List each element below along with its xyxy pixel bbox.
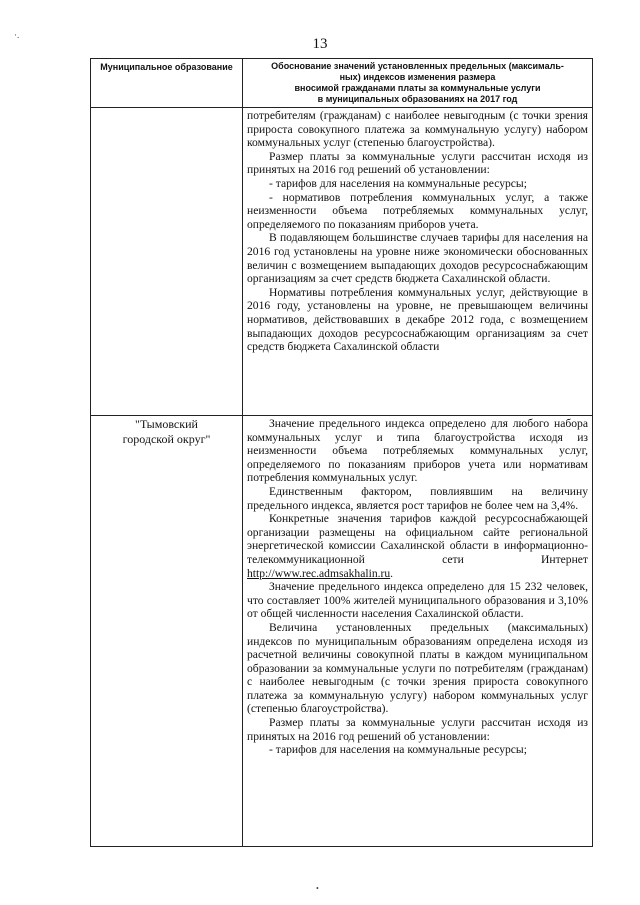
- municipality-name-line: "Тымовский: [135, 417, 198, 431]
- justification-table: [90, 58, 593, 847]
- paragraph: Размер платы за коммунальные услуги рассчитан исходя из принятых на 2016 год решений об установлении:: [247, 716, 588, 743]
- paragraph: Нормативы потребления коммунальных услуг, действующие в 2016 году, установлены на уровне, не превышающем величины нормативов, действовавших в декабре 2012 года, с возмещением выпадающих доходов ресурсоснабжающим организациям за счет средств бюджета Сахалинской области: [247, 285, 588, 354]
- paragraph: потребителям (гражданам) с наиболее невыгодным (с точки зрения прироста совокупного платежа за коммунальную услугу) набором коммунальных услуг (степенью благоустройства).: [247, 109, 588, 150]
- paragraph-text: Конкретные значения тарифов каждой ресурсоснабжающей организации размещены на официальном сайте региональной энергетической комиссии Сахалинской области в информационно-телекоммуникационной сети Интернет: [247, 512, 588, 566]
- header-justification: [243, 59, 593, 108]
- header-line: в муниципальных образованиях на 2017 год: [317, 94, 518, 104]
- table-row: [91, 416, 593, 847]
- paragraph: В подавляющем большинстве случаев тарифы для населения на 2016 год установлены на уровне ниже экономически обоснованных величин с возмещением выпадающих доходов ресурсоснабжающим организациям за счет средств бюджета Сахалинской области.: [247, 231, 588, 286]
- paragraph: [247, 512, 588, 580]
- justification-cell: [243, 108, 593, 416]
- municipality-cell: [91, 108, 243, 416]
- table-header-row: [91, 59, 593, 108]
- rec-website-link[interactable]: http://www.rec.admsakhalin.ru: [247, 566, 391, 580]
- header-line: ных) индексов изменения размера: [339, 72, 496, 82]
- scan-speck: •: [316, 884, 319, 893]
- paragraph-end: .: [390, 566, 394, 580]
- municipality-name-line: городской округ": [122, 432, 211, 446]
- header-municipality: Муниципальное образование: [91, 59, 243, 108]
- list-item: - нормативов потребления коммунальных услуг, а также неизменности объема потребляемых коммунальных услуг, определяемого по показаниям приборов учета.: [247, 190, 588, 231]
- paragraph: Значение предельного индекса определено для 15 232 человек, что составляет 100% жителей муниципального образования и 3,10% от общей численности населения Сахалинской области.: [247, 580, 588, 621]
- list-item: - тарифов для населения на коммунальные ресурсы;: [269, 176, 527, 190]
- paragraph: Размер платы за коммунальные услуги рассчитан исходя из принятых на 2016 год решений об установлении:: [247, 149, 588, 177]
- scan-speck: ·.: [14, 30, 20, 40]
- municipality-cell: [91, 416, 243, 847]
- list-item: - тарифов для населения на коммунальные ресурсы;: [269, 743, 527, 757]
- justification-cell: [243, 416, 593, 847]
- paragraph: Единственным фактором, повлиявшим на величину предельного индекса, является рост тарифов не более чем на 3,4%.: [247, 484, 588, 512]
- header-line: Обоснование значений установленных предельных (максималь-: [271, 61, 564, 71]
- paragraph: Значение предельного индекса определено для любого набора коммунальных услуг и типа благоустройства исходя из неизменности объема потребляемых коммунальных услуг, определяемого по показаниям приборов учета или нормативам потребления коммунальных услуг.: [247, 417, 588, 485]
- page-number: 13: [312, 36, 328, 52]
- header-line: вносимой гражданами платы за коммунальные услуги: [294, 83, 541, 93]
- table-row: [91, 108, 593, 416]
- paragraph: Величина установленных предельных (максимальных) индексов по муниципальным образованиям определена исходя из расчетной величины совокупной платы в каждом муниципальном образовании за коммунальные услуги по потребителям (гражданам) с наиболее невыгодным (с точки зрения прироста совокупного платежа за коммунальную услугу) набором коммунальных услуг (степенью благоустройства).: [247, 620, 588, 716]
